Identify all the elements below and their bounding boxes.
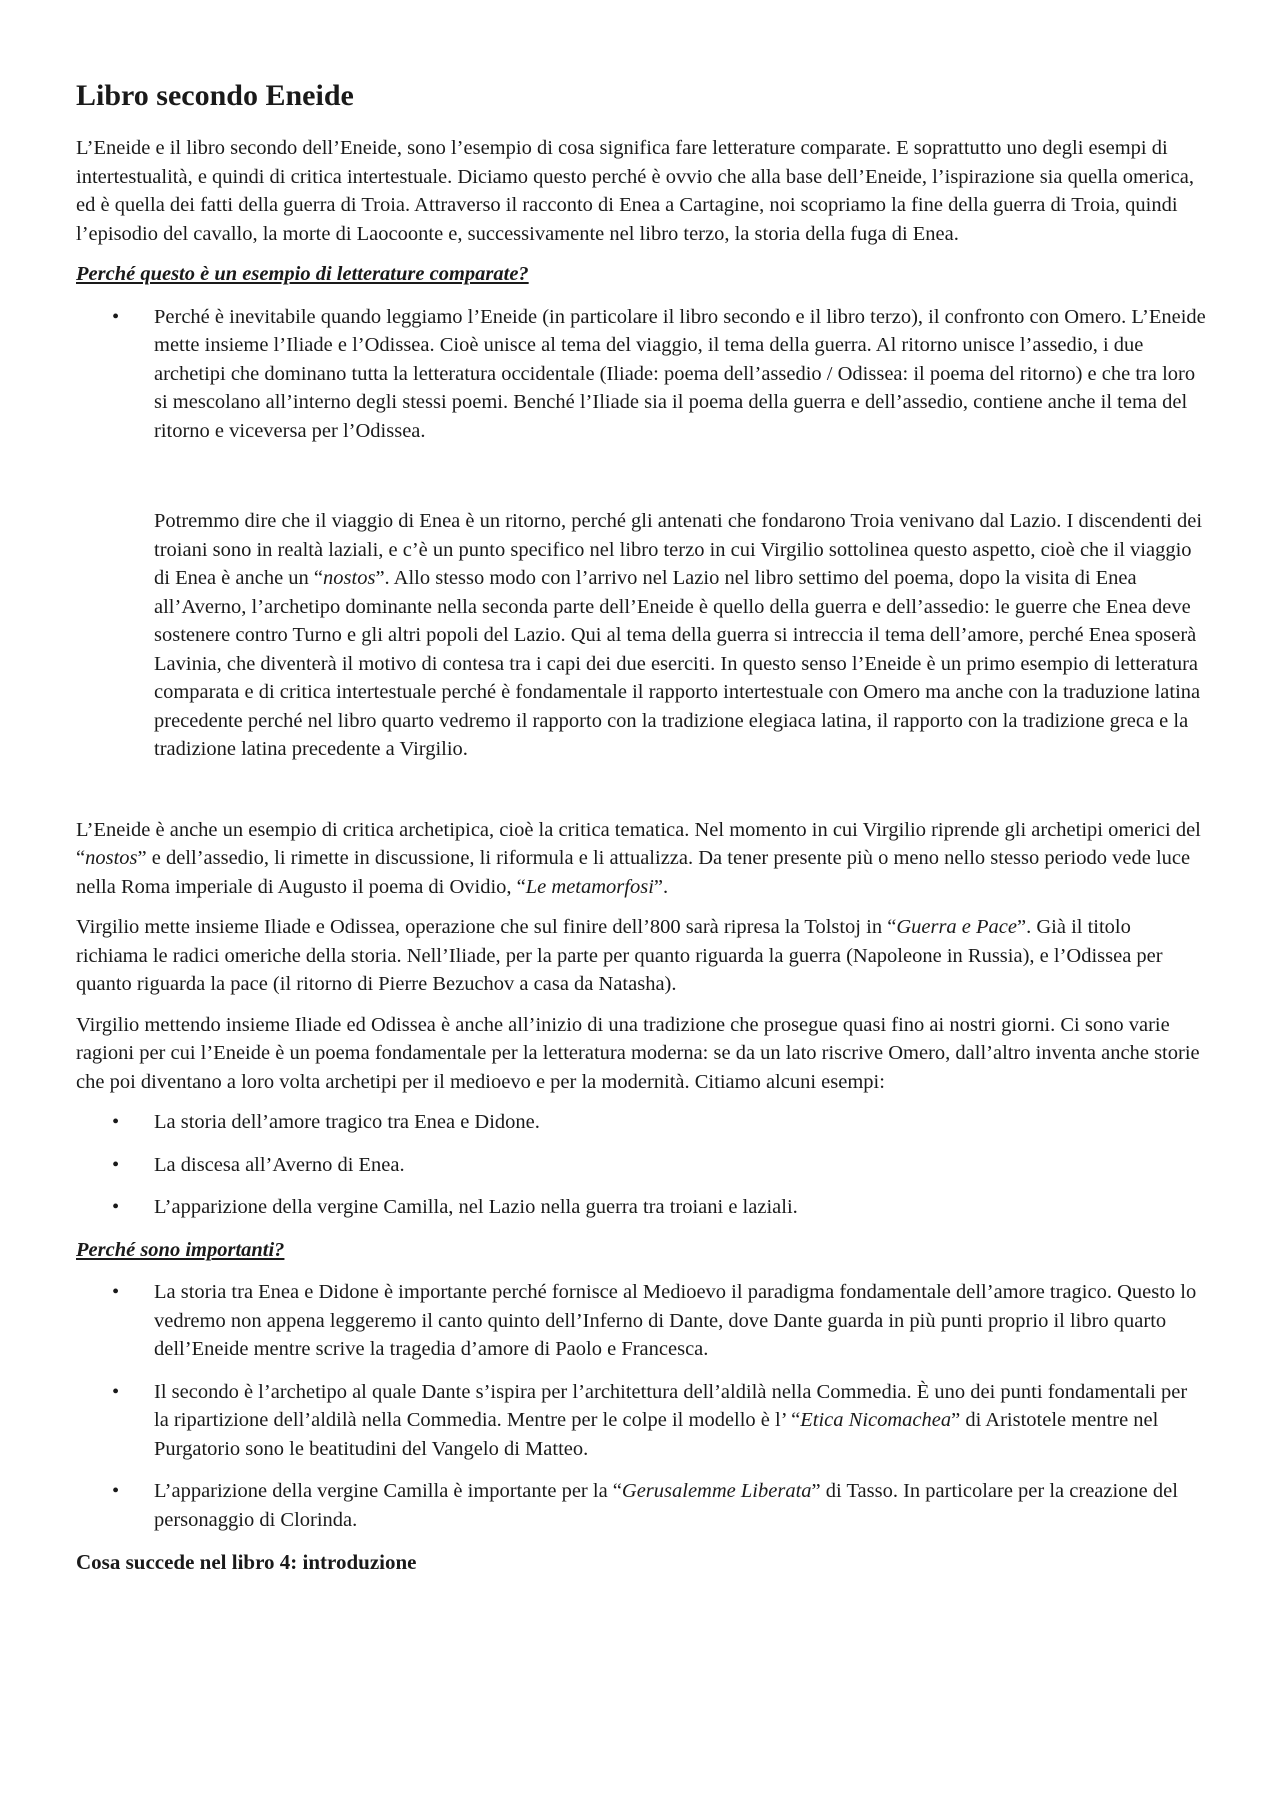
list-item — [76, 1278, 1206, 1364]
list-item — [76, 1378, 1206, 1464]
list-item — [76, 303, 1206, 446]
list-item — [76, 1193, 1206, 1222]
list-item — [76, 1477, 1206, 1534]
bullet-icon: • — [112, 305, 120, 328]
bullet-icon: • — [112, 1281, 120, 1303]
intro-paragraph: L’Eneide e il libro secondo dell’Eneide, sono l’esempio di cosa significa fare letterature comparate. E soprattutto uno degli esempi di intertestualità, e quindi di critica intertestuale. Diciamo questo perché è ovvio che alla base dell’Eneide, l’ispirazione sia quella omerica, ed è quella dei fatti della guerra di Troia. Attraverso il racconto di Enea a Cartagine, noi scopriamo la fine della guerra di Troia, quindi l’episodio del cavallo, la morte di Laocoonte e, successivamente nel libro terzo, la storia della fuga di Enea. — [76, 137, 1194, 245]
list-item-text: La storia dell’amore tragico tra Enea e Didone. — [154, 1111, 540, 1133]
list-item-text: La discesa all’Averno di Enea. — [154, 1153, 405, 1176]
paragraph-tolstoj: Virgilio mette insieme Iliade e Odissea, operazione che sul finire dell’800 sarà ripresa la Tolstoj in “Guerra e Pace”. Già il titolo richiama le radici omeriche della storia. Nell’Iliade, per la parte per quanto riguarda la guerra (Napoleone in Russia), e l’Odissea per quanto riguarda la pace (il ritorno di Pierre Bezuchov a casa da Natasha). — [76, 916, 1163, 995]
bullet-icon: • — [112, 1196, 120, 1218]
bullet-icon: • — [112, 1153, 120, 1176]
indented-paragraph: Potremmo dire che il viaggio di Enea è un ritorno, perché gli antenati che fondarono Troia venivano dal Lazio. I discendenti dei troiani sono in realtà laziali, e c’è un punto specifico nel libro terzo in cui Virgilio sottolinea questo aspetto, cioè che il viaggio di Enea è anche un “nostos”. Allo stesso modo con l’arrivo nel Lazio nel libro settimo del poema, dopo la visita di Enea all’Averno, l’archetipo dominante nella seconda parte dell’Eneide è quello della guerra e dell’assedio: le guerre che Enea deve sostenere contro Turno e gli altri popoli del Lazio. Qui al tema della guerra si intreccia il tema dell’amore, perché Enea sposerà Lavinia, che diventerà il motivo di contesa tra i capi dei due eserciti. In questo senso l’Eneide è un primo esempio di letteratura comparata e di critica intertestuale perché è fondamentale il rapporto intertestuale con Omero ma anche con la traduzione latina precedente perché nel libro quarto vedremo il rapporto con la tradizione elegiaca latina, il rapporto con la tradizione greca e la tradizione latina precedente a Virgilio. — [154, 510, 1203, 760]
list-item — [76, 1108, 1206, 1137]
document-page — [76, 78, 1206, 1589]
paragraph-tradizione: Virgilio mettendo insieme Iliade ed Odissea è anche all’inizio di una tradizione che prosegue quasi fino ai nostri giorni. Ci sono varie ragioni per cui l’Eneide è un poema fondamentale per la letteratura moderna: se da un lato riscrive Omero, dall’altro inventa anche storie che poi diventano a loro volta archetipi per il medioevo e per la modernità. Citiamo alcuni esempi: — [76, 1013, 1200, 1093]
paragraph-critica-archetipica: L’Eneide è anche un esempio di critica archetipica, cioè la critica tematica. Nel momento in cui Virgilio riprende gli archetipi omerici del “nostos” e dell’assedio, li rimette in discussione, li riformula e li attualizza. Da tener presente più o meno nello stesso periodo vede luce nella Roma imperiale di Augusto il poema di Ovidio, “Le metamorfosi”. — [76, 818, 1201, 898]
question-heading-comparate: Perché questo è un esempio di letterature comparate? — [76, 263, 529, 285]
bullet-list-esempi — [76, 1108, 1206, 1222]
list-item-text: La storia tra Enea e Didone è importante perché fornisce al Medioevo il paradigma fondamentale dell’amore tragico. Questo lo vedremo non appena leggeremo il canto quinto dell’Inferno di Dante, dove Dante guarda in più punti proprio il libro quarto dell’Eneide mentre scrive la tragedia d’amore di Paolo e Francesca. — [154, 1281, 1197, 1360]
bullet-list-ragioni — [76, 1278, 1206, 1534]
bullet-icon: • — [112, 1111, 120, 1133]
bullet-icon: • — [112, 1380, 120, 1403]
section-heading: Cosa succede nel libro 4: introduzione — [76, 1550, 417, 1574]
list-item-text: L’apparizione della vergine Camilla, nel Lazio nella guerra tra troiani e laziali. — [154, 1196, 798, 1218]
list-item-text: Il secondo è l’archetipo al quale Dante s’ispira per l’architettura dell’aldilà nella Commedia. È uno dei punti fondamentali per la ripartizione dell’aldilà nella Commedia. Mentre per le colpe il modello è l’ “Etica Nicomachea” di Aristotele mentre nel Purgatorio sono le beatitudini del Vangelo di Matteo. — [154, 1380, 1188, 1460]
page-title: Libro secondo Eneide — [76, 79, 354, 112]
list-item — [76, 1151, 1206, 1180]
list-item-text: Perché è inevitabile quando leggiamo l’Eneide (in particolare il libro secondo e il libro terzo), il confronto con Omero. L’Eneide mette insieme l’Iliade e l’Odissea. Cioè unisce al tema del viaggio, il tema della guerra. Al ritorno unisce l’assedio, i due archetipi che dominano tutta la letteratura occidentale (Iliade: poema dell’assedio / Odissea: il poema del ritorno) e che tra loro si mescolano all’interno degli stessi poemi. Benché l’Iliade sia il poema della guerra e dell’assedio, contiene anche il tema del ritorno e viceversa per l’Odissea. — [154, 305, 1206, 442]
question-heading-importanti: Perché sono importanti? — [76, 1238, 285, 1261]
list-item-text: L’apparizione della vergine Camilla è importante per la “Gerusalemme Liberata” di Tasso. In particolare per la creazione del personaggio di Clorinda. — [154, 1480, 1178, 1531]
bullet-icon: • — [112, 1480, 120, 1502]
bullet-list-comparate — [76, 303, 1206, 446]
